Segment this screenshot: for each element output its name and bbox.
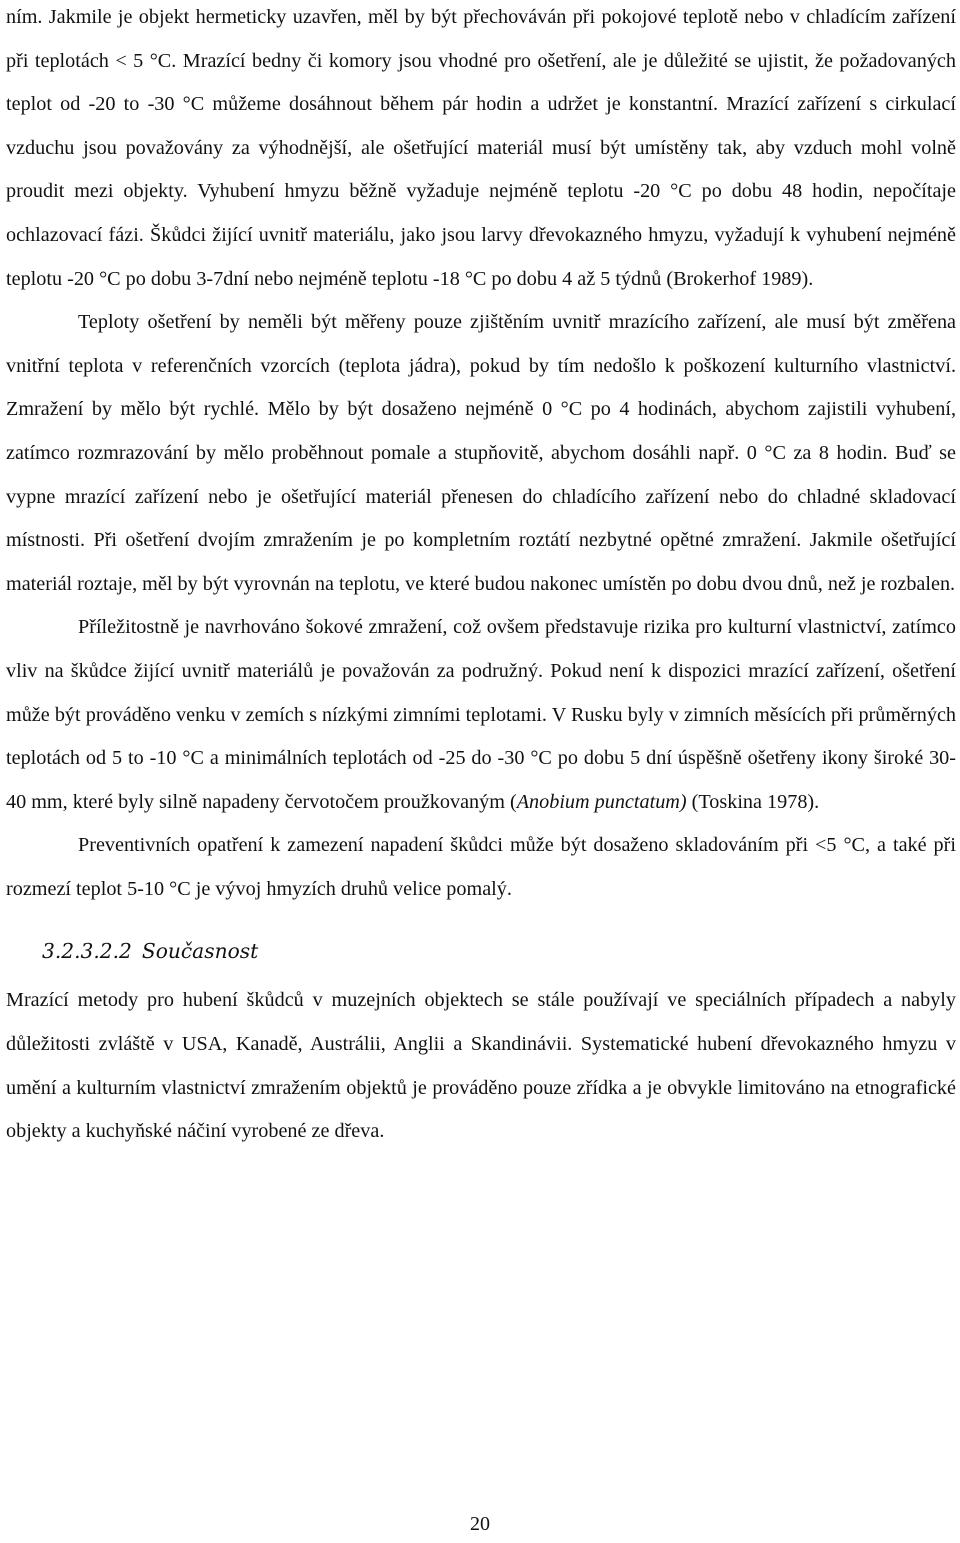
- document-page: [6, 0, 956, 1154]
- section-heading: [6, 931, 956, 971]
- paragraph-freezing-conditions: ním. Jakmile je objekt hermeticky uzavřen, měl by být přechováván při pokojové teplotě nebo v chladícím zařízení při teplotách < 5 °C. Mrazící bedny či komory jsou vhodné pro ošetření, ale je důležité se ujistit, že požadovaných teplot od -20 to -30 °C můžeme dosáhnout během pár hodin a udržet je konstantní. Mrazící zařízení s cirkulací vzduchu jsou považovány za výhodnější, ale ošetřující materiál musí být umístěny tak, aby vzduch mohl volně proudit mezi objekty. Vyhubení hmyzu běžně vyžaduje nejméně teplotu -20 °C po dobu 48 hodin, nepočítaje ochlazovací fázi. Škůdci žijící uvnitř materiálu, jako jsou larvy dřevokazného hmyzu, vyžadují k vyhubení nejméně teplotu -20 °C po dobu 3-7dní nebo nejméně teplotu -18 °C po dobu 4 až 5 týdnů (Brokerhof 1989).: [6, 6, 956, 290]
- paragraph-temperature-measurement: Teploty ošetření by neměli být měřeny pouze zjištěním uvnitř mrazícího zařízení, ale musí být změřena vnitřní teplota v referenčních vzorcích (teplota jádra), pokud by tím nedošlo k poškození kulturního vlastnictví. Zmražení by mělo být rychlé. Mělo by být dosaženo nejméně 0 °C po 4 hodinách, abychom zajistili vyhubení, zatímco rozmrazování by mělo proběhnout pomale a stupňovitě, abychom dosáhli např. 0 °C za 8 hodin. Buď se vypne mrazící zařízení nebo je ošetřující materiál přenesen do chladícího zařízení nebo do chladné skladovací místnosti. Při ošetření dvojím zmražením je po kompletním roztátí nezbytné opětné zmražení. Jakmile ošetřující materiál roztaje, měl by být vyrovnán na teplotu, ve které budou nakonec umístěn po dobu dvou dnů, než je rozbalen.: [6, 311, 956, 595]
- page-number: 20: [470, 1513, 490, 1535]
- paragraph-prevention: Preventivních opatření k zamezení napadení škůdci může být dosaženo skladováním při <5 °C, a také při rozmezí teplot 5-10 °C je vývoj hmyzích druhů velice pomalý.: [6, 834, 956, 900]
- species-name-italic: Anobium punctatum): [516, 790, 687, 813]
- section-number: 3.2.3.2.2: [42, 939, 132, 964]
- paragraph-shock-freezing-text: Příležitostně je navrhováno šokové zmražení, což ovšem představuje rizika pro kulturní vlastnictví, zatímco vliv na škůdce žijící uvnitř materiálů je považován za podružný. Pokud není k dispozici mrazící zařízení, ošetření může být prováděno venku v zemích s nízkými zimními teplotami. V Rusku byly v zimních měsících při průměrných teplotách od 5 to -10 °C a minimálních teplotách od -25 do -30 °C po dobu 5 dní úspěšně ošetřeny ikony široké 30-40 mm, které byly silně napadeny červotočem proužkovaným (: [6, 616, 956, 813]
- paragraph-shock-freezing-citation: (Toskina 1978).: [686, 790, 820, 813]
- paragraph-current-methods: Mrazící metody pro hubení škůdců v muzejních objektech se stále používají ve speciálních případech a nabyly důležitosti zvláště v USA, Kanadě, Austrálii, Anglii a Skandinávii. Systematické hubení dřevokazného hmyzu v umění a kulturním vlastnictví zmražením objektů je prováděno pouze zřídka a je obvykle limitováno na etnografické objekty a kuchyňské náčiní vyrobené ze dřeva.: [6, 989, 956, 1143]
- section-title: Současnost: [141, 939, 259, 964]
- paragraph-shock-freezing: [6, 606, 956, 824]
